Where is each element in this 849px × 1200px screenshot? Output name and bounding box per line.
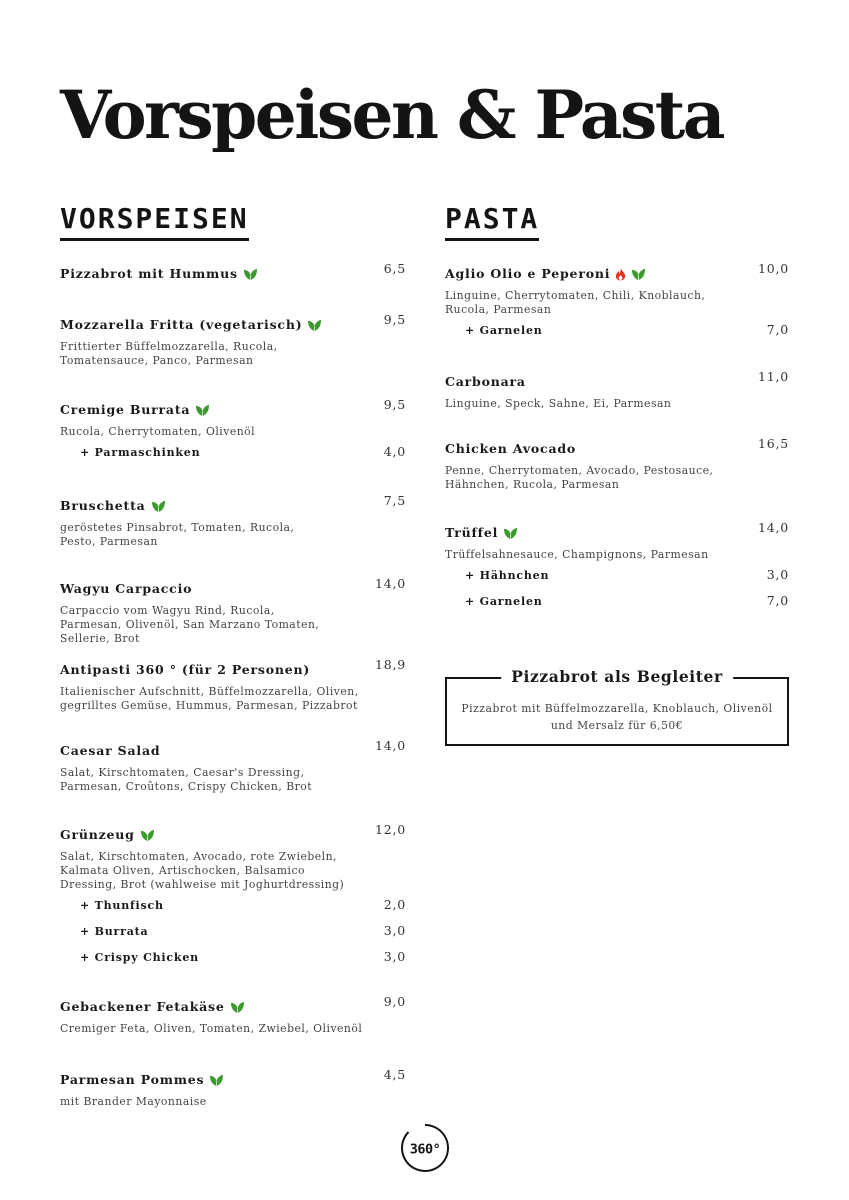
- pasta-heading: [445, 202, 540, 241]
- item-price: 14,0: [757, 520, 789, 535]
- extra-price: 2,0: [383, 897, 406, 912]
- leaf-icon: [230, 1001, 245, 1014]
- item-description: mit Brander Mayonnaise: [60, 1095, 207, 1108]
- extra-price: 7,0: [766, 593, 789, 608]
- item-description: Linguine, Speck, Sahne, Ei, Parmesan: [445, 397, 672, 410]
- item-name: Parmesan Pommes: [60, 1072, 205, 1087]
- menu-item-caesar-salad: [60, 740, 406, 794]
- item-name: Bruschetta: [60, 498, 146, 513]
- item-extra: [60, 444, 406, 470]
- item-price: 16,5: [757, 436, 789, 451]
- page-title: Vorspeisen & Pasta: [60, 76, 724, 154]
- item-price: 11,0: [757, 369, 789, 384]
- item-name: Trüffel: [445, 525, 499, 540]
- vorspeisen-heading-text: VORSPEISEN: [60, 202, 249, 235]
- pasta-heading-text: PASTA: [445, 202, 540, 235]
- extra-price: 3,0: [383, 923, 406, 938]
- extra-name: + Burrata: [80, 925, 149, 938]
- item-name: Grünzeug: [60, 827, 135, 842]
- item-name: Gebackener Fetakäse: [60, 999, 225, 1014]
- menu-item-carbonara: [445, 371, 789, 411]
- extra-name: + Garnelen: [465, 324, 543, 337]
- item-name: Wagyu Carpaccio: [60, 581, 193, 596]
- leaf-icon: [307, 319, 322, 332]
- item-price: 9,5: [383, 312, 406, 327]
- item-description: Rucola, Cherrytomaten, Olivenöl: [60, 425, 256, 438]
- item-price: 10,0: [757, 261, 789, 276]
- item-description: Linguine, Cherrytomaten, Chili, Knoblauch, Rucola, Parmesan: [445, 289, 706, 316]
- menu-item-gruenzeug: [60, 824, 406, 975]
- menu-item-mozzarella-fritta: [60, 314, 406, 368]
- menu-item-gebackener-fetakaese: [60, 996, 406, 1036]
- pasta-heading-underline: [445, 238, 539, 241]
- item-extra: [445, 567, 789, 593]
- item-description: Salat, Kirschtomaten, Caesar's Dressing, Parmesan, Croûtons, Crispy Chicken, Brot: [60, 766, 313, 793]
- menu-item-cremige-burrata: [60, 399, 406, 470]
- item-extra: [60, 897, 406, 923]
- item-description: geröstetes Pinsabrot, Tomaten, Rucola, Pesto, Parmesan: [60, 521, 295, 548]
- item-name: Chicken Avocado: [445, 441, 577, 456]
- menu-item-trueffel: [445, 522, 789, 619]
- brand-logo: [400, 1123, 450, 1173]
- leaf-icon: [631, 268, 646, 281]
- item-name: Pizzabrot mit Hummus: [60, 266, 238, 281]
- menu-item-pizzabrot-hummus: [60, 263, 406, 281]
- item-price: 9,0: [383, 994, 406, 1009]
- menu-item-parmesan-pommes: [60, 1069, 406, 1109]
- menu-item-antipasti-360: [60, 659, 406, 713]
- logo-text: 360°: [409, 1141, 441, 1158]
- flame-icon: [615, 267, 626, 281]
- item-price: 12,0: [374, 822, 406, 837]
- info-box-text: [459, 700, 775, 734]
- item-name: Antipasti 360 ° (für 2 Personen): [60, 662, 311, 677]
- item-price: 14,0: [374, 576, 406, 591]
- item-name: Cremige Burrata: [60, 402, 191, 417]
- vorspeisen-heading: [60, 202, 249, 241]
- item-description: Salat, Kirschtomaten, Avocado, rote Zwiebeln, Kalmata Oliven, Artischocken, Balsamico Dressing, Brot (wahlweise mit Joghurtdressing): [60, 850, 345, 891]
- item-description: Trüffelsahnesauce, Champignons, Parmesan: [445, 548, 709, 561]
- menu-item-aglio-olio: [445, 263, 789, 348]
- item-name: Mozzarella Fritta (vegetarisch): [60, 317, 303, 332]
- extra-price: 3,0: [383, 949, 406, 964]
- extra-name: + Hähnchen: [465, 569, 550, 582]
- item-price: 7,5: [383, 493, 406, 508]
- extra-price: 4,0: [383, 444, 406, 459]
- info-box-line: Pizzabrot mit Büffelmozzarella, Knoblauch, Olivenöl: [461, 702, 773, 715]
- leaf-icon: [140, 829, 155, 842]
- info-box-line: und Mersalz für 6,50€: [550, 719, 684, 732]
- item-extra: [445, 322, 789, 348]
- vorspeisen-heading-underline: [60, 238, 249, 241]
- leaf-icon: [243, 268, 258, 281]
- item-description: Frittierter Büffelmozzarella, Rucola, Tomatensauce, Panco, Parmesan: [60, 340, 278, 367]
- item-description: Penne, Cherrytomaten, Avocado, Pestosauce, Hähnchen, Rucola, Parmesan: [445, 464, 714, 491]
- extra-name: + Garnelen: [465, 595, 543, 608]
- pizzabrot-info-box: [445, 667, 789, 746]
- item-name: Carbonara: [445, 374, 526, 389]
- item-description: Italienischer Aufschnitt, Büffelmozzarella, Oliven, gegrilltes Gemüse, Hummus, Parmesan, Pizzabrot: [60, 685, 359, 712]
- item-extra: [445, 593, 789, 619]
- leaf-icon: [209, 1074, 224, 1087]
- item-description: Carpaccio vom Wagyu Rind, Rucola, Parmesan, Olivenöl, San Marzano Tomaten, Sellerie, Brot: [60, 604, 320, 645]
- info-box-title: Pizzabrot als Begleiter: [501, 667, 733, 686]
- item-name: Aglio Olio e Peperoni: [445, 266, 611, 281]
- item-price: 4,5: [383, 1067, 406, 1082]
- item-name: Caesar Salad: [60, 743, 161, 758]
- item-description: Cremiger Feta, Oliven, Tomaten, Zwiebel, Olivenöl: [60, 1022, 363, 1035]
- menu-item-wagyu-carpaccio: [60, 578, 406, 646]
- extra-price: 3,0: [766, 567, 789, 582]
- extra-price: 7,0: [766, 322, 789, 337]
- item-price: 6,5: [383, 261, 406, 276]
- menu-item-bruschetta: [60, 495, 406, 549]
- leaf-icon: [151, 500, 166, 513]
- extra-name: + Crispy Chicken: [80, 951, 199, 964]
- extra-name: + Thunfisch: [80, 899, 164, 912]
- item-extra: [60, 923, 406, 949]
- item-extra: [60, 949, 406, 975]
- extra-name: + Parmaschinken: [80, 446, 201, 459]
- leaf-icon: [503, 527, 518, 540]
- item-price: 14,0: [374, 738, 406, 753]
- item-price: 18,9: [374, 657, 406, 672]
- menu-item-chicken-avocado: [445, 438, 789, 492]
- leaf-icon: [195, 404, 210, 417]
- item-price: 9,5: [383, 397, 406, 412]
